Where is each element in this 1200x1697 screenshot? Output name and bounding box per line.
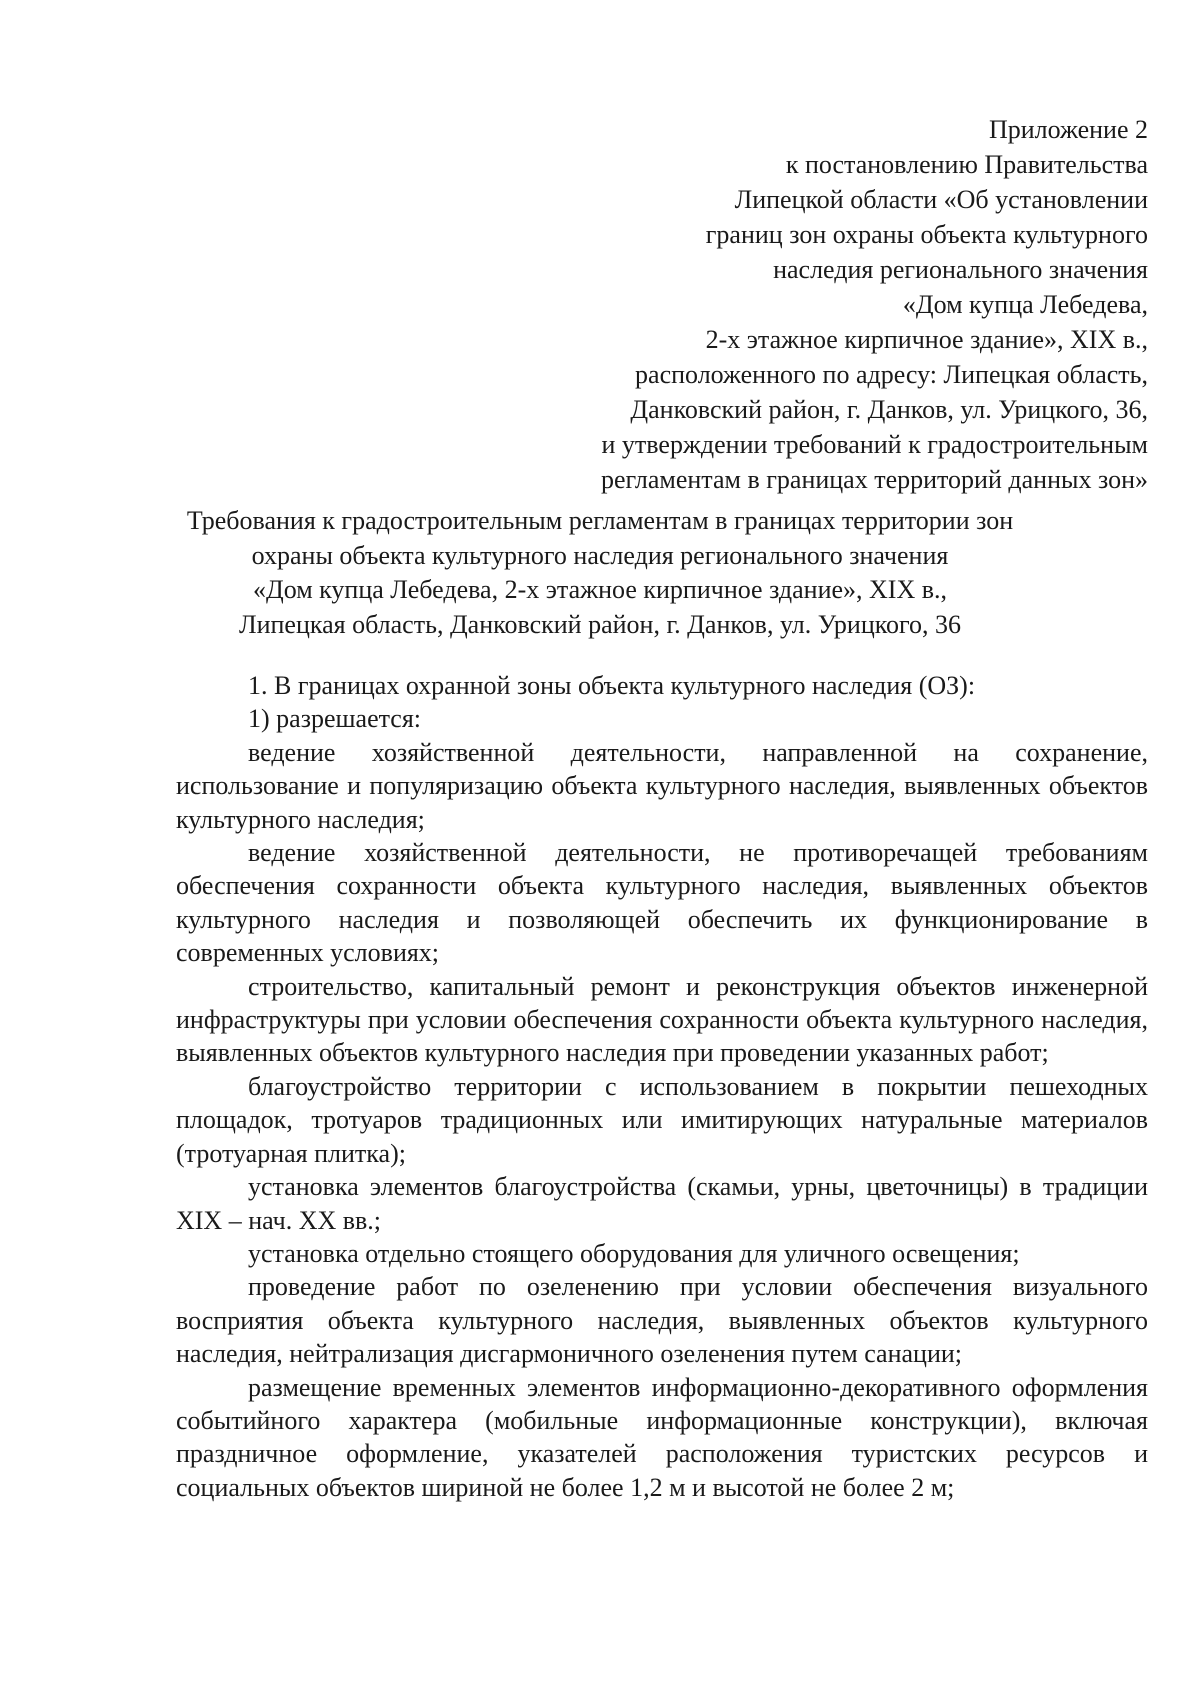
list-item: размещение временных элементов информационно-декоративного оформления событийного характера (мобильные информационные конструкции), включая праздничное оформление, указателей расположения туристских ресурсов и социальных объектов шириной не более 1,2 м и высотой не более 2 м; [176,1372,1148,1502]
appendix-line: к постановлению Правительства [785,150,1148,179]
appendix-line: Липецкой области «Об установлении [734,185,1148,214]
list-item: ведение хозяйственной деятельности, не противоречащей требованиям обеспечения сохранности объекта культурного наследия, выявленных объектов культурного наследия и позволяющей обеспечить их функционирование в современных условиях; [176,838,1148,968]
appendix-line: «Дом купца Лебедева, [902,290,1148,319]
list-item: благоустройство территории с использованием в покрытии пешеходных площадок, тротуаров традиционных или имитирующих натуральные материалов (тротуарная плитка); [176,1071,1148,1168]
title-line: Требования к градостроительным регламентам в границах территории зон [186,506,1014,535]
document-body [176,669,1148,1504]
appendix-line: расположенного по адресу: Липецкая область, [635,360,1148,389]
document-title [150,504,1050,642]
list-item: проведение работ по озеленению при условии обеспечения визуального восприятия объекта культурного наследия, выявленных объектов культурного наследия, нейтрализация дисгармоничного озеленения путем санации; [176,1272,1148,1369]
appendix-line: регламентам в границах территорий данных зон» [600,465,1148,494]
list-item: ведение хозяйственной деятельности, направленной на сохранение, использование и популяризацию объекта культурного наследия, выявленных объектов культурного наследия; [176,737,1148,834]
list-item: установка элементов благоустройства (скамьи, урны, цветочницы) в традиции XIX – нач. XX вв.; [176,1172,1148,1235]
section-heading: 1. В границах охранной зоны объекта культурного наследия (ОЗ): [248,671,976,700]
appendix-line: Приложение 2 [988,115,1148,144]
appendix-header [468,112,1148,497]
appendix-line: 2-х этажное кирпичное здание», XIX в., [705,325,1148,354]
appendix-line: наследия регионального значения [773,255,1148,284]
appendix-line: Данковский район, г. Данков, ул. Урицкого, 36, [630,395,1148,424]
title-line: «Дом купца Лебедева, 2-х этажное кирпичное здание», XIX в., [252,575,948,604]
subsection-heading: 1) разрешается: [248,704,422,734]
list-item: установка отдельно стоящего оборудования для уличного освещения; [248,1238,1020,1268]
list-item: строительство, капитальный ремонт и реконструкция объектов инженерной инфраструктуры при условии обеспечения сохранности объекта культурного наследия, выявленных объектов культурного наследия при проведении указанных работ; [176,971,1148,1068]
appendix-line: и утверждении требований к градостроительным [601,430,1148,459]
appendix-line: границ зон охраны объекта культурного [705,220,1148,249]
title-line: Липецкая область, Данковский район, г. Данков, ул. Урицкого, 36 [238,609,962,639]
title-line: охраны объекта культурного наследия регионального значения [251,540,949,570]
